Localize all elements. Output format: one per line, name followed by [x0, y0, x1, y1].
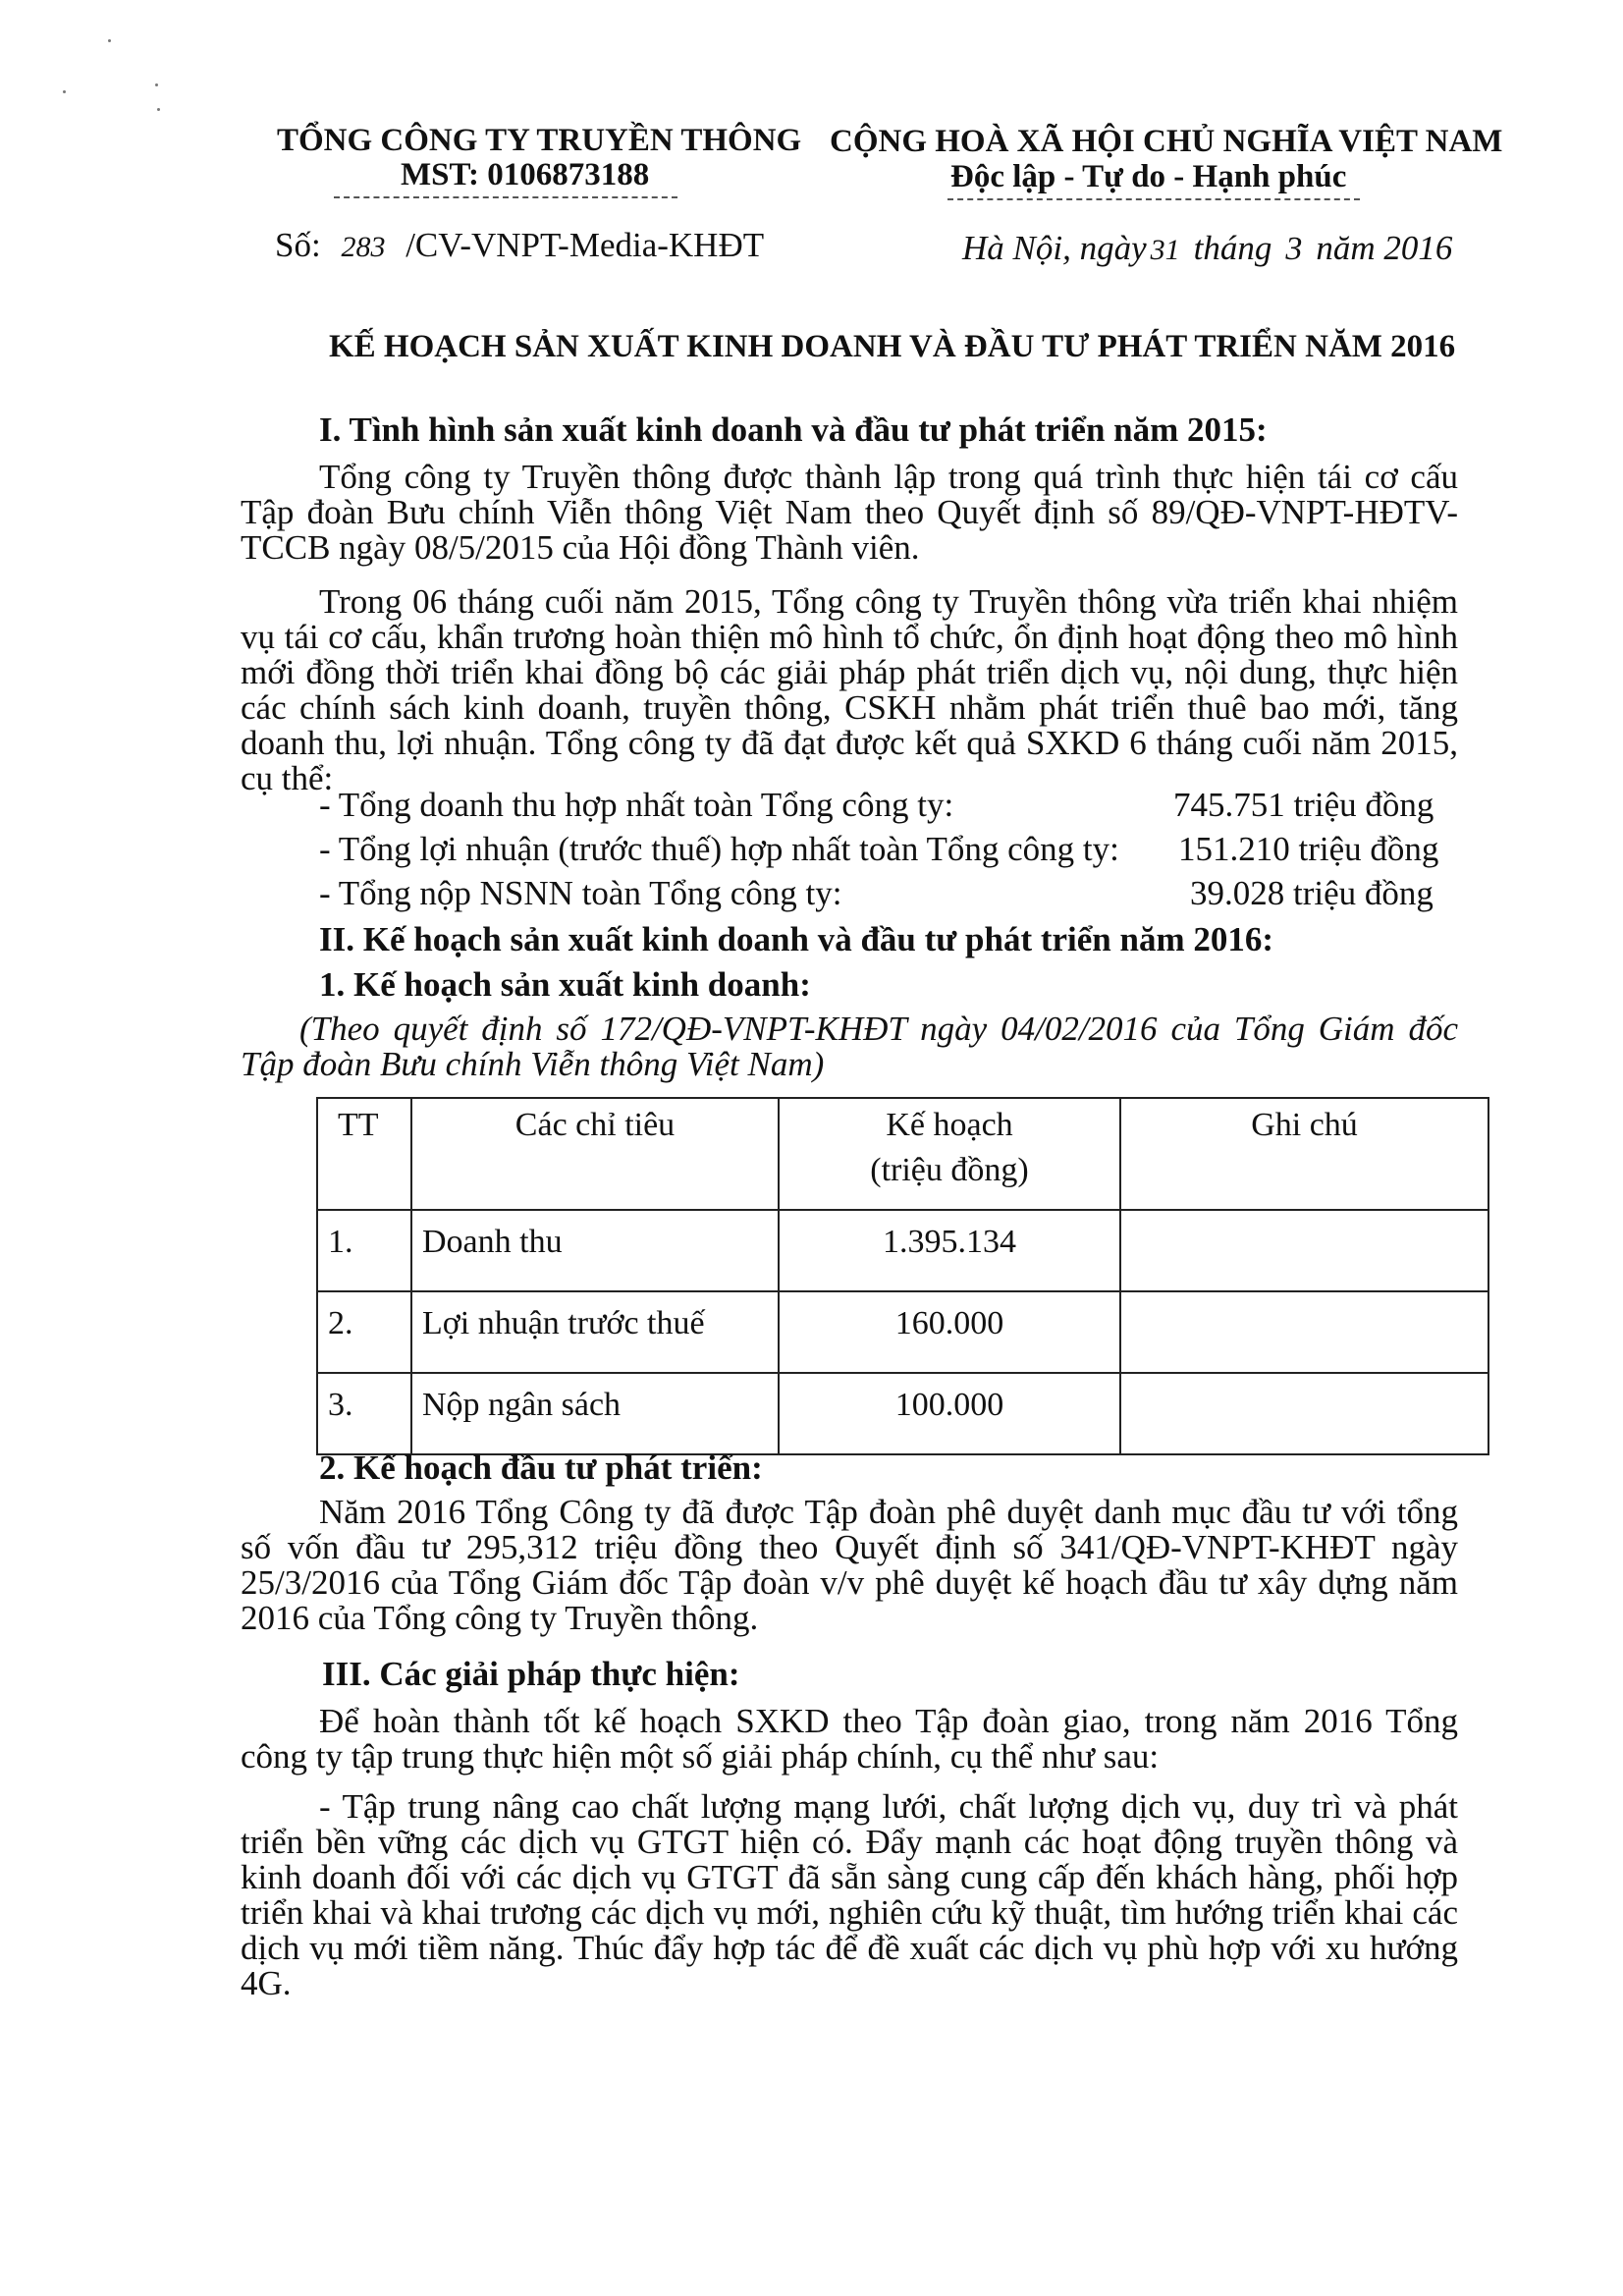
doc-number-handwritten: 283 [341, 231, 386, 263]
row-indicator: Lợi nhuận trước thuế [411, 1291, 779, 1373]
date-month-handwritten: 3 [1285, 231, 1303, 267]
section-3-para-2-text: - Tập trung nâng cao chất lượng mạng lưới, chất lượng dịch vụ, duy trì và phát triển bền vững các dịch vụ GTGT hiện có. Đẩy mạnh các hoạt động truyền thông và kinh doanh đối với các dịch vụ GTGT đã sẵn sàng cung cấp đến khách hàng, phối hợp triển khai và khai trương các dịch vụ mới, nghiên cứu kỹ thuật, tìm hướng triển khai các dịch vụ mới tiềm năng. Thúc đẩy hợp tác để đề xuất các dịch vụ phù hợp với xu hướng 4G. [241, 1787, 1458, 2002]
row-indicator: Doanh thu [411, 1210, 779, 1291]
scan-speck [63, 90, 66, 93]
table-row [317, 1373, 1488, 1454]
scan-speck [155, 83, 158, 86]
row-note [1120, 1210, 1488, 1291]
section-1-heading: I. Tình hình sản xuất kinh doanh và đầu tư phát triển năm 2015: [319, 410, 1268, 449]
result-budget-value: 39.028 triệu đồng [1190, 874, 1434, 912]
section-1-para-1 [241, 460, 1458, 566]
scan-speck [108, 39, 111, 42]
header-plan-unit: (triệu đồng) [870, 1152, 1029, 1188]
row-indicator: Nộp ngân sách [411, 1373, 779, 1454]
row-plan: 100.000 [779, 1373, 1120, 1454]
result-profit-value: 151.210 triệu đồng [1178, 830, 1439, 868]
subsection-2-heading: 2. Kế hoạch đầu tư phát triển: [319, 1449, 763, 1487]
subsection-2-para-text: Năm 2016 Tổng Công ty đã được Tập đoàn phê duyệt danh mục đầu tư với tổng số vốn đầu tư 295,312 triệu đồng theo Quyết định số 341/QĐ-VNPT-KHĐT ngày 25/3/2016 của Tổng Giám đốc Tập đoàn v/v phê duyệt kế hoạch đầu tư xây dựng năm 2016 của Tổng công ty Truyền thông. [241, 1493, 1458, 1637]
plan-table-header-row [317, 1098, 1488, 1210]
header-plan-label: Kế hoạch [886, 1107, 1013, 1143]
row-note [1120, 1373, 1488, 1454]
header-tt: TT [317, 1098, 411, 1210]
table-row [317, 1210, 1488, 1291]
result-revenue-label: - Tổng doanh thu hợp nhất toàn Tổng công ty: [319, 786, 954, 824]
header-note: Ghi chú [1120, 1098, 1488, 1210]
doc-number-suffix: /CV-VNPT-Media-KHĐT [406, 226, 765, 264]
org-name: TỔNG CÔNG TY TRUYỀN THÔNG [277, 123, 802, 158]
row-plan: 1.395.134 [779, 1210, 1120, 1291]
header-indicator: Các chỉ tiêu [411, 1098, 779, 1210]
scan-speck [157, 108, 160, 111]
subsection-1-note [241, 1011, 1458, 1082]
place-date [962, 229, 1452, 268]
place-date-prefix: Hà Nội, ngày [962, 229, 1147, 267]
section-1-para-2-text: Trong 06 tháng cuối năm 2015, Tổng công ty Truyền thông vừa triển khai nhiệm vụ tái cơ cấu, khẩn trương hoàn thiện mô hình tổ chức, ổn định hoạt động theo mô hình mới đồng thời triển khai đồng bộ các giải pháp phát triển dịch vụ, nội dung, thực hiện các chính sách kinh doanh, truyền thông, CSKH nhằm phát triển thuê bao mới, tăng doanh thu, lợi nhuận. Tổng công ty đã đạt được kết quả SXKD 6 tháng cuối năm 2015, cụ thể: [241, 582, 1458, 797]
document-title: KẾ HOẠCH SẢN XUẤT KINH DOANH VÀ ĐẦU TƯ PHÁT TRIỂN NĂM 2016 [329, 329, 1456, 364]
row-plan: 160.000 [779, 1291, 1120, 1373]
nation-title: CỘNG HOÀ XÃ HỘI CHỦ NGHĨA VIỆT NAM [830, 124, 1503, 159]
subsection-1-heading: 1. Kế hoạch sản xuất kinh doanh: [319, 965, 811, 1004]
section-3-para-2 [241, 1789, 1458, 2001]
result-profit-label: - Tổng lợi nhuận (trước thuế) hợp nhất toàn Tổng công ty: [319, 830, 1119, 868]
result-revenue-value: 745.751 triệu đồng [1173, 786, 1434, 824]
section-3-para-1-text: Để hoàn thành tốt kế hoạch SXKD theo Tập đoàn giao, trong năm 2016 Tổng công ty tập trung thực hiện một số giải pháp chính, cụ thể như sau: [241, 1702, 1458, 1776]
section-3-para-1 [241, 1704, 1458, 1775]
doc-number-label: Số: [275, 226, 321, 264]
date-year: năm 2016 [1316, 229, 1453, 267]
row-note [1120, 1291, 1488, 1373]
doc-number [275, 226, 764, 265]
section-1-para-2 [241, 584, 1458, 796]
row-tt: 2. [317, 1291, 411, 1373]
date-month-label: tháng [1193, 229, 1272, 267]
motto-underline [947, 198, 1360, 200]
header-plan [779, 1098, 1120, 1210]
motto: Độc lập - Tự do - Hạnh phúc [950, 159, 1347, 194]
tax-code: MST: 0106873188 [401, 157, 650, 192]
section-1-para-1-text: Tổng công ty Truyền thông được thành lập trong quá trình thực hiện tái cơ cấu Tập đoàn Bưu chính Viễn thông Việt Nam theo Quyết định số 89/QĐ-VNPT-HĐTV-TCCB ngày 08/5/2015 của Hội đồng Thành viên. [241, 458, 1458, 567]
section-2-heading: II. Kế hoạch sản xuất kinh doanh và đầu tư phát triển năm 2016: [319, 920, 1274, 958]
section-3-heading: III. Các giải pháp thực hiện: [322, 1655, 740, 1693]
result-budget-label: - Tổng nộp NSNN toàn Tổng công ty: [319, 874, 842, 912]
plan-table [316, 1097, 1489, 1455]
row-tt: 3. [317, 1373, 411, 1454]
date-day-handwritten: 31 [1150, 234, 1180, 266]
subsection-2-para [241, 1495, 1458, 1636]
row-tt: 1. [317, 1210, 411, 1291]
table-row [317, 1291, 1488, 1373]
org-underline [334, 196, 677, 198]
subsection-1-note-text: (Theo quyết định số 172/QĐ-VNPT-KHĐT ngày 04/02/2016 của Tổng Giám đốc Tập đoàn Bưu chính Viễn thông Việt Nam) [241, 1010, 1458, 1083]
